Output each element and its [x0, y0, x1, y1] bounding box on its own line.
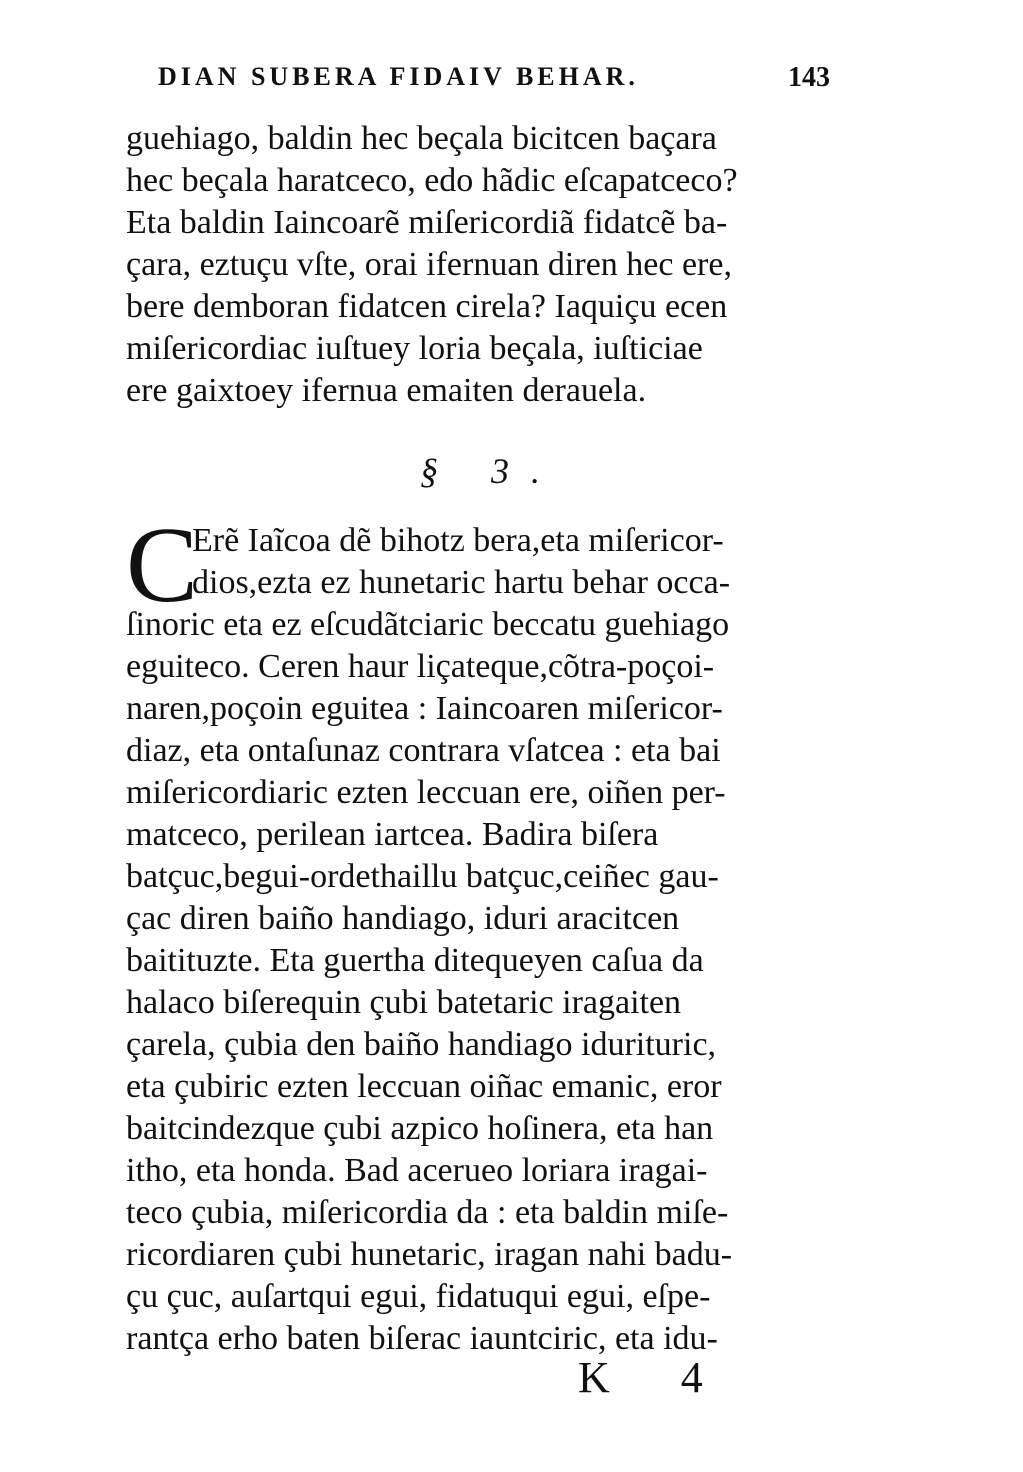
text-line: guehiago, baldin hec beçala bicitcen baçara [126, 120, 717, 157]
text-line: naren,poçoin eguitea : Iaincoaren miſericor- [126, 690, 723, 727]
drop-capital: C [126, 506, 199, 625]
text-line: baitituzte. Eta guertha ditequeyen caſua da [126, 942, 704, 979]
text-line: miſericordiac iuſtuey loria beçala, iuſticiae [126, 330, 703, 367]
text-line: hec beçala haratceco, edo hãdic eſcapatceco? [126, 162, 738, 199]
text-line: ere gaixtoey ifernua emaiten derauela. [126, 372, 647, 409]
text-line: teco çubia, miſericordia da : eta baldin miſe- [126, 1194, 729, 1231]
text-line: itho, eta honda. Bad acerueo loriara iragai- [126, 1152, 708, 1189]
text-line: miſericordiaric ezten leccuan ere, oiñen per- [126, 774, 726, 811]
text-line: eta çubiric ezten leccuan oiñac emanic, eror [126, 1068, 722, 1105]
text-line: eguiteco. Ceren haur liçateque,cõtra-poçoi- [126, 648, 715, 685]
text-line: baitcindezque çubi azpico hoſinera, eta han [126, 1110, 714, 1147]
text-line: batçuc,begui-ordethaillu batçuc,ceiñec gau- [126, 858, 719, 895]
text-line: rantça erho baten biſerac iauntciric, eta idu- [126, 1320, 718, 1357]
text-line: çara, eztuçu vſte, orai ifernuan diren hec ere, [126, 246, 732, 283]
paragraph-1 [126, 118, 826, 412]
text-line: diaz, eta ontaſunaz contrara vſatcea : eta bai [126, 732, 721, 769]
text-line: çu çuc, auſartqui egui, fidatuqui egui, eſpe- [126, 1278, 711, 1315]
text-line: halaco biſerequin çubi batetaric iragaiten [126, 984, 682, 1021]
text-line: ricordiaren çubi hunetaric, iragan nahi badu- [126, 1236, 733, 1273]
text-line: matceco, perilean iartcea. Badira biſera [126, 816, 659, 853]
running-title: DIAN SUBERA FIDAIV BEHAR. [158, 62, 639, 91]
paragraph-2 [126, 506, 826, 1360]
section-heading: § 3. [420, 451, 562, 491]
text-line: bere demboran fidatcen cirela? Iaquiçu ecen [126, 288, 728, 325]
signature-mark: K 4 [578, 1353, 733, 1402]
running-head [150, 62, 830, 102]
text-line: Erẽ Iaĩcoa dẽ bihotz bera,eta miſericor- [192, 522, 724, 559]
text-line: ſinoric eta ez eſcudãtciaric beccatu guehiago [126, 606, 730, 643]
page-number: 143 [788, 62, 830, 93]
text-line: çarela, çubia den baiño handiago idurituric, [126, 1026, 717, 1063]
text-line: Eta baldin Iaincoarẽ miſericordiã fidatcẽ ba- [126, 204, 728, 241]
text-line: çac diren baiño handiago, iduri aracitcen [126, 900, 680, 937]
text-line: dios,ezta ez hunetaric hartu behar occa- [192, 564, 731, 601]
